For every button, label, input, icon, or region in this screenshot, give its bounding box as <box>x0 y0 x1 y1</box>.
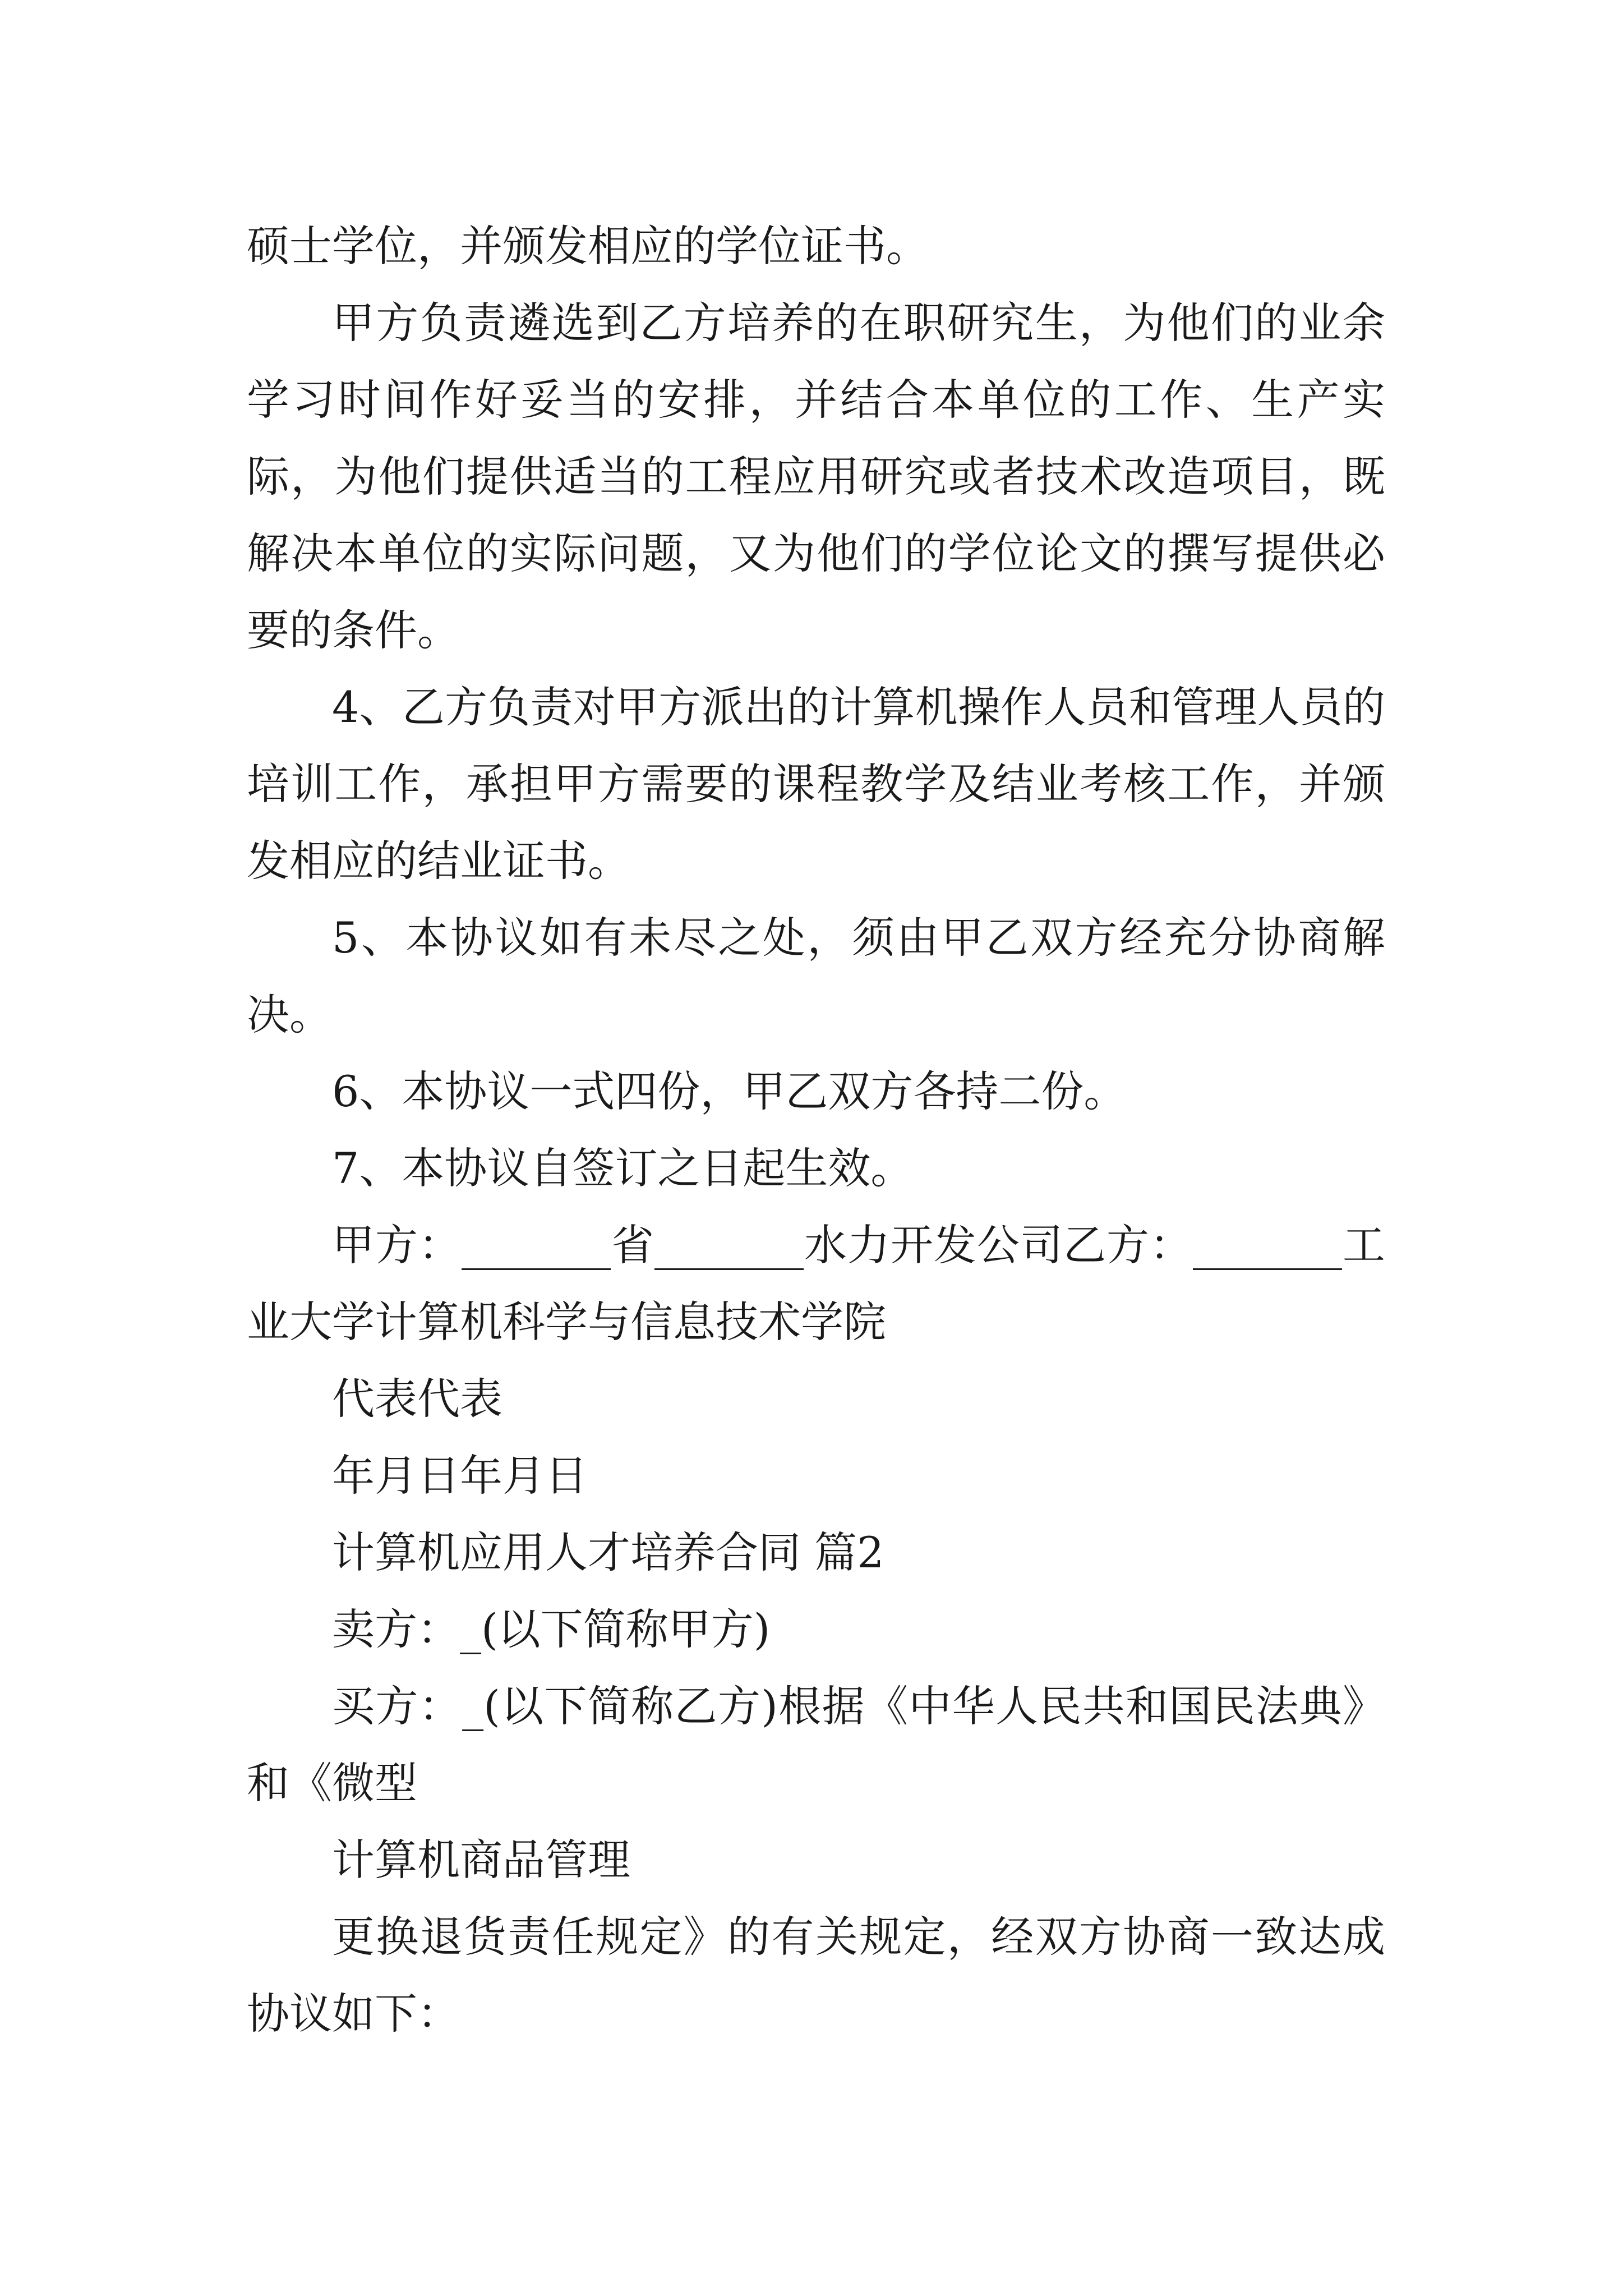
buyer-line: 买方：_(以下简称乙方)根据《中华人民共和国民法典》和《微型 <box>247 1681 1385 1808</box>
section-heading: 计算机应用人才培养合同 篇2 <box>332 1527 884 1577</box>
document-body <box>247 208 1385 2052</box>
paragraph-5: 6、本协议一式四份，甲乙双方各持二份。 <box>332 1066 1127 1116</box>
seller-line: 卖方：_(以下简称甲方) <box>332 1604 771 1654</box>
signature-parties: 甲方：_______省_______水力开发公司乙方：_______工业大学计算机科学与信息技术学院 <box>247 1220 1385 1347</box>
regulation-line-2: 更换退货责任规定》的有关规定，经双方协商一致达成协议如下： <box>247 1912 1385 2039</box>
paragraph-6: 7、本协议自签订之日起生效。 <box>332 1143 914 1193</box>
paragraph-2: 甲方负责遴选到乙方培养的在职研究生，为他们的业余学习时间作好妥当的安排，并结合本单位的工作、生产实际，为他们提供适当的工程应用研究或者技术改造项目，既解决本单位的实际问题，又为他们的学位论文的撰写提供必要的条件。 <box>247 298 1385 655</box>
signature-dates: 年月日年月日 <box>332 1451 588 1501</box>
paragraph-3: 4、乙方负责对甲方派出的计算机操作人员和管理人员的培训工作，承担甲方需要的课程教学及结业考核工作，并颁发相应的结业证书。 <box>247 682 1385 886</box>
signature-representatives: 代表代表 <box>332 1374 502 1424</box>
paragraph-4: 5、本协议如有未尽之处，须由甲乙双方经充分协商解决。 <box>247 913 1385 1039</box>
paragraph-1: 硕士学位，并颁发相应的学位证书。 <box>247 221 929 271</box>
regulation-line-1: 计算机商品管理 <box>332 1835 630 1885</box>
